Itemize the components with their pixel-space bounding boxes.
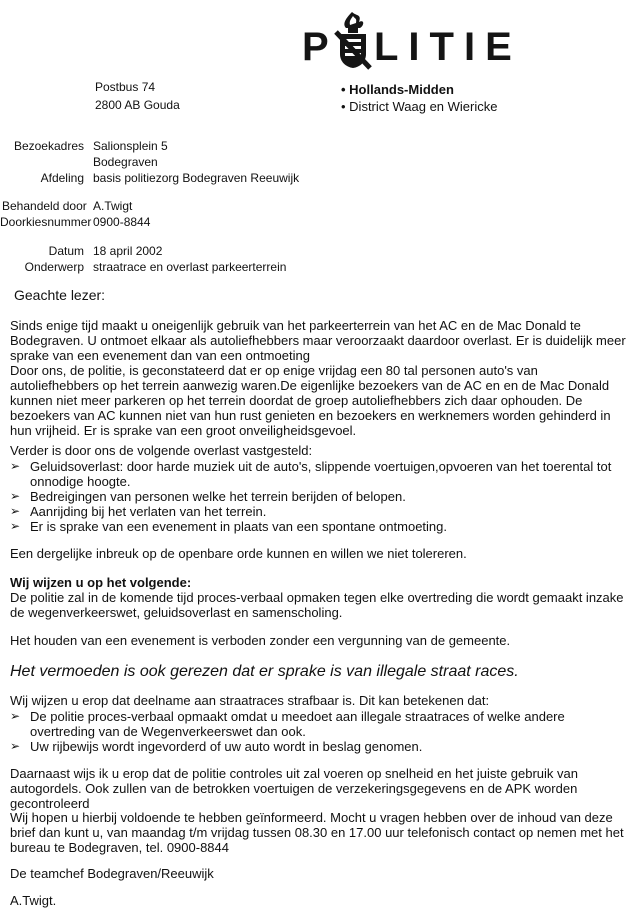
closing-line: De teamchef Bodegraven/Reeuwijk: [10, 866, 214, 881]
bezoekadres-line1: Salionsplein 5: [93, 139, 168, 153]
paragraph-enforcement: De politie zal in de komende tijd proces-verbaal opmaken tegen elke overtreding die wordt gemaakt inzake de wegenverkeerswet, geluidsoverlast en samenscholing.: [10, 590, 624, 620]
datum-value: 18 april 2002: [93, 244, 163, 258]
region-name: • Hollands-Midden: [341, 82, 454, 97]
overlast-intro: Verder is door ons de volgende overlast vastgesteld:: [10, 443, 313, 458]
svg-text:LITIE: LITIE: [374, 25, 522, 69]
section-heading: Wij wijzen u op het volgende:: [10, 575, 192, 590]
arrow-bullet-icon: ➢: [10, 739, 21, 753]
afdeling-label: Afdeling: [40, 171, 84, 185]
arrow-bullet-icon: ➢: [10, 489, 21, 503]
list-item: ➢ Er is sprake van een evenement in plaats van een spontane ontmoeting.: [10, 519, 447, 534]
list-item: ➢ Bedreigingen van personen welke het terrein berijden of belopen.: [10, 489, 406, 504]
svg-text:P: P: [302, 25, 329, 69]
sender-postcode: 2800 AB Gouda: [95, 98, 180, 112]
doorkies-label: Doorkiesnummer: [0, 215, 92, 229]
overlast-list: [10, 459, 630, 534]
paragraph-permit: Het houden van een evenement is verboden zonder een vergunning van de gemeente.: [10, 633, 511, 648]
list-item: ➢ Geluidsoverlast: door harde muziek uit de auto's, slippende voertuigen,opvoeren van het toerental tot onnodige hoogte.: [10, 459, 612, 489]
arrow-bullet-icon: ➢: [10, 459, 21, 473]
onderwerp-label: Onderwerp: [24, 260, 84, 274]
paragraph-contact: Wij hopen u hierbij voldoende te hebben geïnformeerd. Mocht u vragen hebben over de inhoud van deze brief dan kunt u, van maandag t/m vrijdag tussen 08.30 en 17.00 uur telefonisch contact op nemen met het bureau te Bodegraven, tel. 0900-8844: [10, 810, 624, 855]
arrow-bullet-icon: ➢: [10, 519, 21, 533]
list-item: ➢ Aanrijding bij het verlaten van het terrein.: [10, 504, 267, 519]
sender-postbus: Postbus 74: [95, 80, 156, 94]
paragraph-intro: Sinds enige tijd maakt u oneigenlijk gebruik van het parkeerterrein van het AC en de Mac Donald te Bodegraven. U ontmoet elkaar als autoliefhebbers maar veroorzaakt daardoor overlast. Er is duidelijk meer sprake van een evenement dan van een ontmoeting: [10, 318, 626, 363]
behandeld-value: A.Twigt: [93, 199, 133, 213]
paragraph-suspicion: Het vermoeden is ook gerezen dat er sprake is van illegale straat races.: [10, 663, 519, 680]
police-emblem-icon: [336, 12, 370, 68]
politie-logo: [302, 10, 632, 70]
bezoekadres-line2: Bodegraven: [93, 155, 158, 169]
paragraph-penalties-intro: Wij wijzen u erop dat deelname aan straatraces strafbaar is. Dit kan betekenen dat:: [10, 693, 490, 708]
consequences-list: [10, 709, 630, 754]
arrow-bullet-icon: ➢: [10, 504, 21, 518]
paragraph-controls: Daarnaast wijs ik u erop dat de politie controles uit zal voeren op snelheid en het juiste gebruik van autogordels. Ook zullen van de betrokken voertuigen de verzekeringsgegevens en de APK worden gecontroleerd: [10, 766, 579, 811]
list-item: ➢ De politie proces-verbaal opmaakt omdat u meedoet aan illegale straatraces of welke andere overtreding van de Wegenverkeerswet dan ook.: [10, 709, 565, 739]
region-district: • District Waag en Wiericke: [341, 99, 498, 114]
paragraph-observations: Door ons, de politie, is geconstateerd dat er op enige vrijdag een 80 tal personen auto's van autoliefhebbers op het terrein aanwezig waren.De eigenlijke bezoekers van de AC en en de Mac Donald kunnen niet meer parkeren op het terrein doordat de groep autoliefhebbers zich daar ophouden. De bezoekers van AC kunnen niet van hun rust genieten en bezoekers en werknemers worden gehinderd in hun vrijheid. Er is sprake van een groot onveiligheidsgevoel.: [10, 363, 611, 438]
behandeld-label: Behandeld door: [2, 199, 87, 213]
paragraph-tolerance: Een dergelijke inbreuk op de openbare orde kunnen en willen we niet tolereren.: [10, 546, 467, 561]
afdeling-value: basis politiezorg Bodegraven Reeuwijk: [93, 171, 300, 185]
list-item: ➢ Uw rijbewijs wordt ingevorderd of uw auto wordt in beslag genomen.: [10, 739, 423, 754]
doorkies-value: 0900-8844: [93, 215, 151, 229]
arrow-bullet-icon: ➢: [10, 709, 21, 723]
signature: A.Twigt.: [10, 893, 57, 908]
onderwerp-value: straatrace en overlast parkeerterrein: [93, 260, 287, 274]
bezoekadres-label: Bezoekadres: [13, 139, 84, 153]
salutation: Geachte lezer:: [14, 287, 106, 303]
datum-label: Datum: [48, 244, 84, 258]
